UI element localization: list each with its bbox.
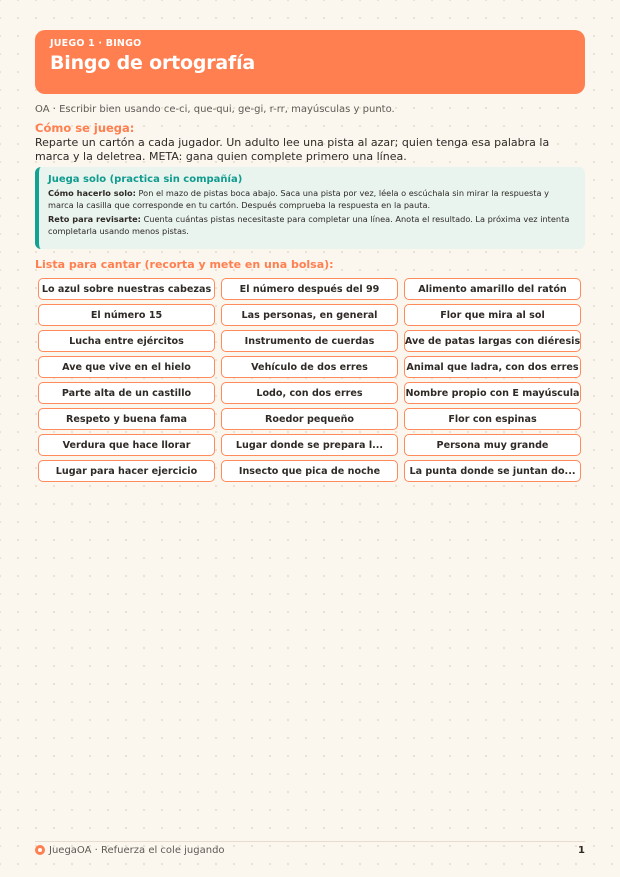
- clue-card: Alimento amarillo del ratón: [404, 278, 581, 300]
- solo-how-text: Pon el mazo de pistas boca abajo. Saca una pista por vez, léela o escúchala sin mirar la respuesta y marca la casilla que corresponde en tu cartón. Después comprueba la respuesta en la pauta.: [48, 188, 549, 210]
- how-to-text: Reparte un cartón a cada jugador. Un adulto lee una pista al azar; quien tenga esa palabra la marca y la deletrea. META: gana quien complete primero una línea.: [35, 136, 550, 163]
- clue-card: Flor con espinas: [404, 408, 581, 430]
- clue-card: Flor que mira al sol: [404, 304, 581, 326]
- footer-divider: [35, 841, 585, 842]
- clue-card: Lugar para hacer ejercicio: [38, 460, 215, 482]
- clue-card: Verdura que hace llorar: [38, 434, 215, 456]
- solo-challenge-text: Cuenta cuántas pistas necesitaste para completar una línea. Anota el resultado. La próxima vez intenta completarla usando menos pistas.: [48, 214, 570, 236]
- clue-card: El número 15: [38, 304, 215, 326]
- clue-card: Lucha entre ejércitos: [38, 330, 215, 352]
- clue-card: Lo azul sobre nuestras cabezas: [38, 278, 215, 300]
- game-kicker: JUEGO 1 · BINGO: [50, 38, 142, 49]
- title-banner: [35, 30, 585, 94]
- clue-card: Respeto y buena fama: [38, 408, 215, 430]
- learning-objective: OA · Escribir bien usando ce-ci, que-qui, ge-gi, r-rr, mayúsculas y punto.: [35, 104, 395, 115]
- solo-how-paragraph: [48, 188, 575, 211]
- footer-brand: JuegaOA · Refuerza el cole jugando: [49, 844, 225, 856]
- clue-card: Las personas, en general: [221, 304, 398, 326]
- page-footer: [35, 843, 585, 857]
- clue-card: El número después del 99: [221, 278, 398, 300]
- solo-title: Juega solo (practica sin compañía): [48, 174, 243, 185]
- clue-card: Nombre propio con E mayúscula: [404, 382, 581, 404]
- clue-list-heading: Lista para cantar (recorta y mete en una bolsa):: [35, 258, 334, 271]
- solo-how-label: Cómo hacerlo solo:: [48, 188, 136, 198]
- clue-card: Persona muy grande: [404, 434, 581, 456]
- page-number: 1: [578, 844, 585, 856]
- target-icon: [35, 845, 45, 855]
- clue-card: Ave de patas largas con diéresis: [404, 330, 581, 352]
- clue-card: Lodo, con dos erres: [221, 382, 398, 404]
- clue-grid: [38, 278, 582, 482]
- clue-card: La punta donde se juntan do...: [404, 460, 581, 482]
- clue-card: Vehículo de dos erres: [221, 356, 398, 378]
- clue-card: Ave que vive en el hielo: [38, 356, 215, 378]
- clue-card: Lugar donde se prepara l...: [221, 434, 398, 456]
- solo-play-box: [35, 167, 585, 249]
- how-to-heading: Cómo se juega:: [35, 121, 135, 135]
- clue-card: Insecto que pica de noche: [221, 460, 398, 482]
- page-title: Bingo de ortografía: [50, 52, 256, 74]
- solo-challenge-paragraph: [48, 214, 575, 237]
- solo-challenge-label: Reto para revisarte:: [48, 214, 141, 224]
- clue-card: Parte alta de un castillo: [38, 382, 215, 404]
- clue-card: Roedor pequeño: [221, 408, 398, 430]
- clue-card: Instrumento de cuerdas: [221, 330, 398, 352]
- clue-card: Animal que ladra, con dos erres: [404, 356, 581, 378]
